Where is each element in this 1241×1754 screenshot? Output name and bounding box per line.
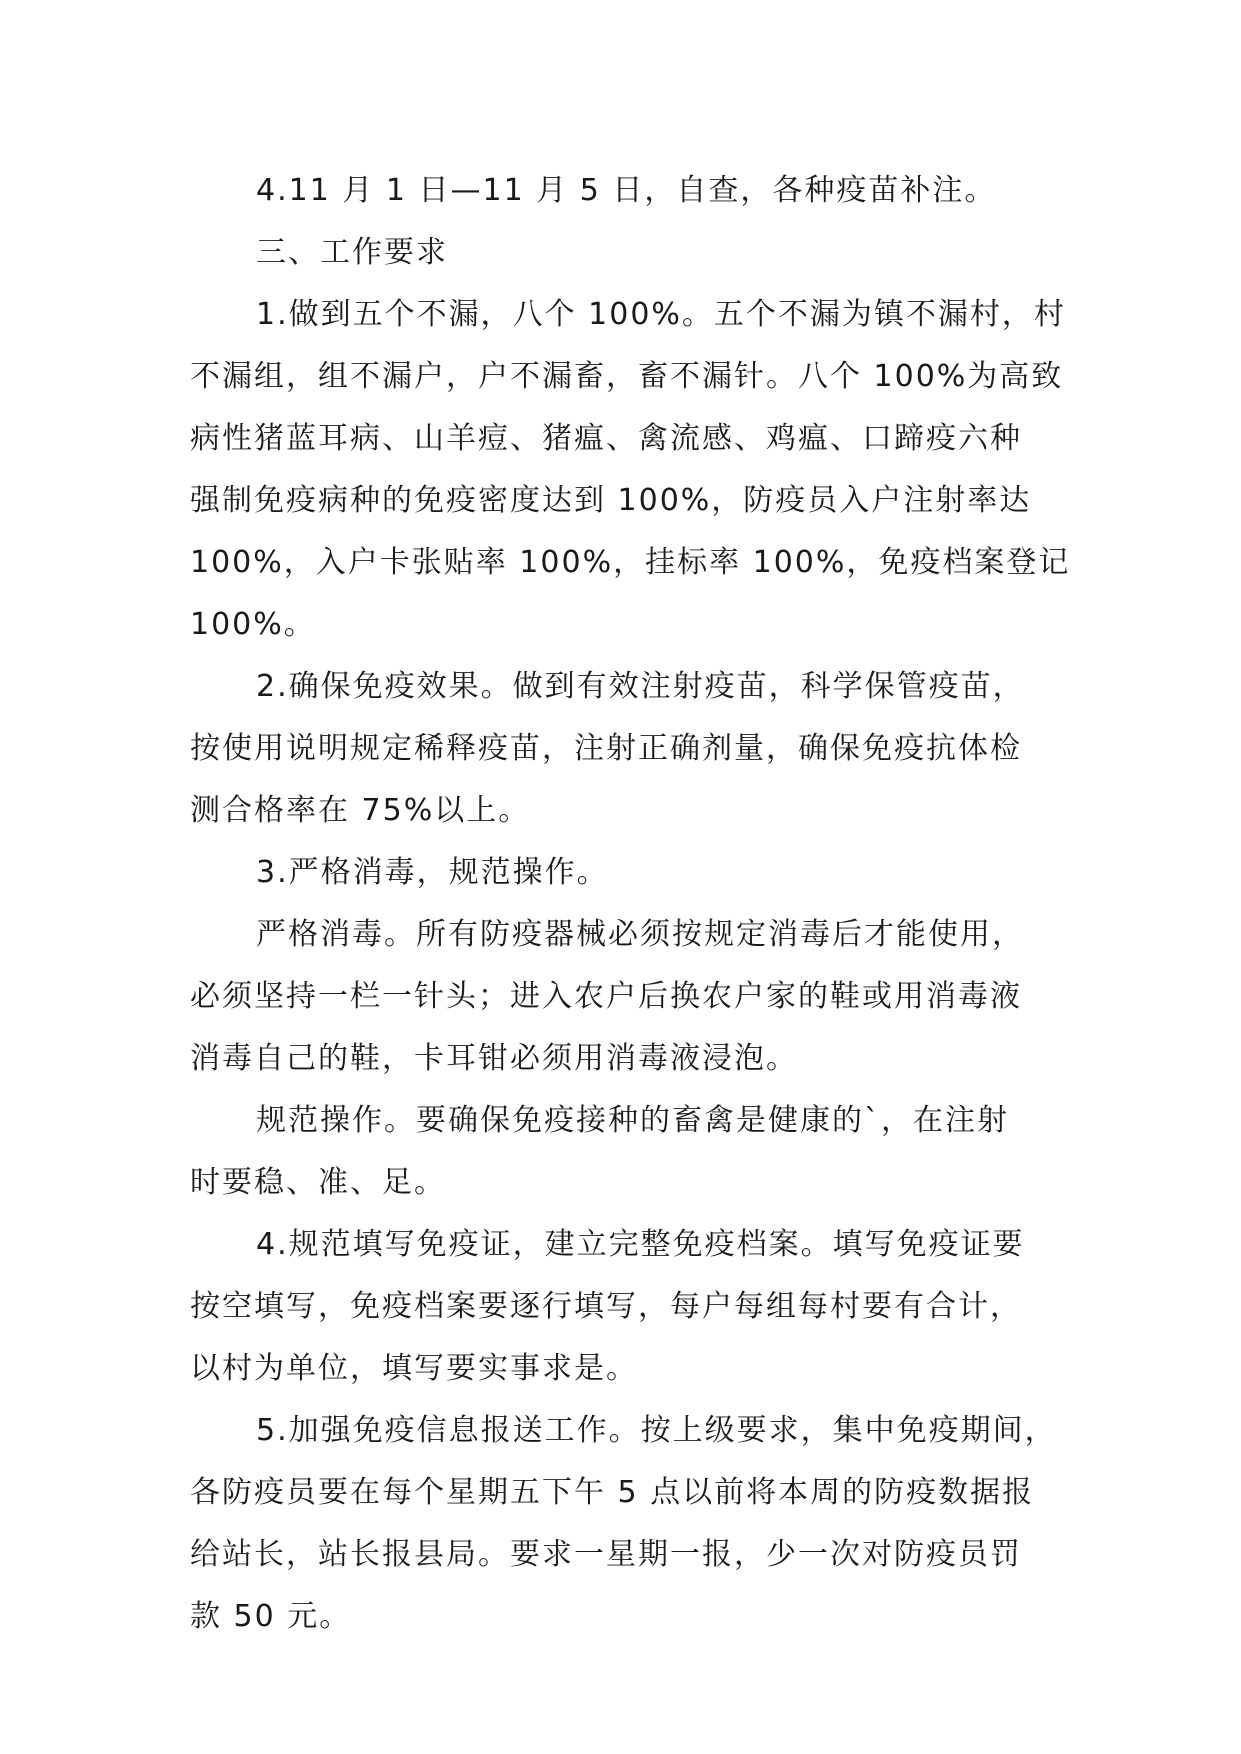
text-line: 规范操作。要确保免疫接种的畜禽是健康的`，在注射 <box>256 1103 1009 1138</box>
text-line: 必须坚持一栏一针头；进入农户后换农户家的鞋或用消毒液 <box>190 979 1022 1014</box>
text-line: 消毒自己的鞋，卡耳钳必须用消毒液浸泡。 <box>190 1041 798 1076</box>
text-line: 不漏组，组不漏户，户不漏畜，畜不漏针。八个 100%为高致 <box>190 359 1064 394</box>
text-line: 1.做到五个不漏，八个 100%。五个不漏为镇不漏村，村 <box>256 297 1066 332</box>
text-line: 款 50 元。 <box>190 1599 352 1634</box>
text-line: 4.规范填写免疫证，建立完整免疫档案。填写免疫证要 <box>256 1227 1025 1262</box>
text-line: 4.11 月 1 日—11 月 5 日，自查，各种疫苗补注。 <box>256 173 997 208</box>
text-line: 100%。 <box>190 607 316 642</box>
text-line: 100%，入户卡张贴率 100%，挂标率 100%，免疫档案登记 <box>190 545 1071 580</box>
text-line: 强制免疫病种的免疫密度达到 100%，防疫员入户注射率达 <box>190 483 1032 518</box>
text-line: 3.严格消毒，规范操作。 <box>256 855 609 890</box>
text-line: 时要稳、准、足。 <box>190 1165 446 1200</box>
section-heading: 三、工作要求 <box>256 235 448 270</box>
text-line: 给站长，站长报县局。要求一星期一报，少一次对防疫员罚 <box>190 1537 1022 1572</box>
text-line: 按使用说明规定稀释疫苗，注射正确剂量，确保免疫抗体检 <box>190 731 1022 766</box>
text-line: 按空填写，免疫档案要逐行填写，每户每组每村要有合计， <box>190 1289 1022 1324</box>
text-line: 各防疫员要在每个星期五下午 5 点以前将本周的防疫数据报 <box>190 1475 1035 1510</box>
text-line: 2.确保免疫效果。做到有效注射疫苗，科学保管疫苗， <box>256 669 1025 704</box>
text-line: 以村为单位，填写要实事求是。 <box>190 1351 638 1386</box>
text-line: 测合格率在 75%以上。 <box>190 793 531 828</box>
text-line: 病性猪蓝耳病、山羊痘、猪瘟、禽流感、鸡瘟、口蹄疫六种 <box>190 421 1022 456</box>
text-line: 严格消毒。所有防疫器械必须按规定消毒后才能使用， <box>256 917 1024 952</box>
document-body <box>190 160 1071 1648</box>
text-line: 5.加强免疫信息报送工作。按上级要求，集中免疫期间， <box>256 1413 1057 1448</box>
